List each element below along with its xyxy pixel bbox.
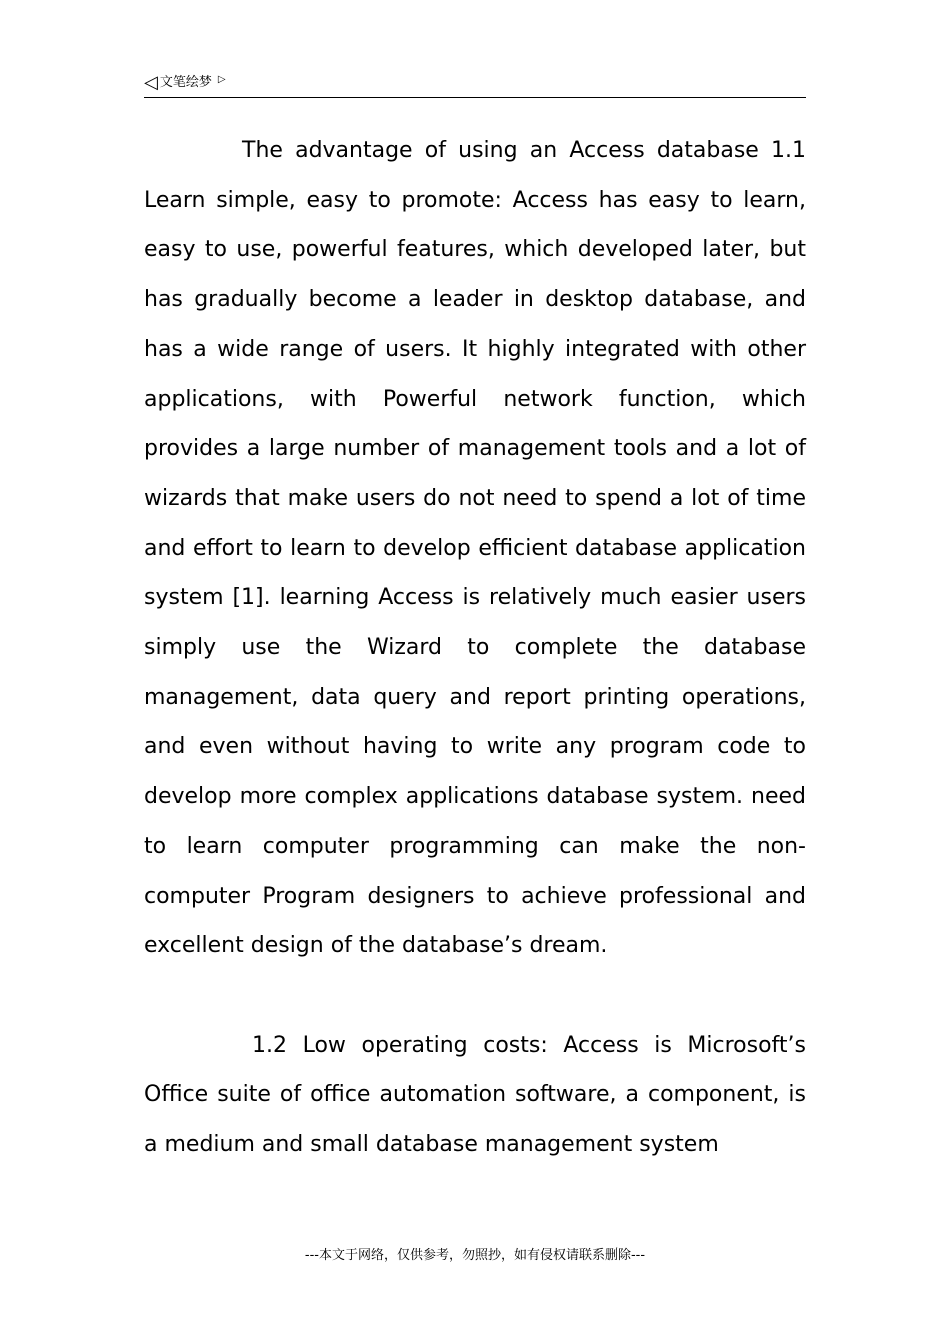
document-body	[144, 126, 806, 1170]
paragraph-2: 1.2 Low operating costs: Access is Microsoft’s Office suite of office automation software, a component, is a medium and small database management system	[144, 1032, 806, 1158]
right-triangle-icon: ▷	[217, 74, 226, 85]
paragraph-1: The advantage of using an Access database 1.1 Learn simple, easy to promote: Access has easy to learn, easy to use, powerful features, which developed later, but has gradually become a leader in desktop database, and has a wide range of users. It highly integrated with other applications, with Powerful network function, which provides a large number of management tools and a lot of wizards that make users do not need to spend a lot of time and effort to learn to develop efficient database application system [1]. learning Access is relatively much easier users simply use the Wizard to complete the database management, data query and report printing operations, and even without having to write any program code to develop more complex applications database system. need to learn computer programming can make the non-computer Program designers to achieve professional and excellent design of the database’s dream.	[144, 138, 806, 959]
left-triangle-icon: ◁	[144, 72, 158, 93]
page-header	[144, 72, 806, 98]
header-brand: 文笔绘梦	[159, 75, 212, 90]
page-footer: ---本文于网络，仅供参考，勿照抄，如有侵权请联系删除---	[304, 1248, 646, 1263]
